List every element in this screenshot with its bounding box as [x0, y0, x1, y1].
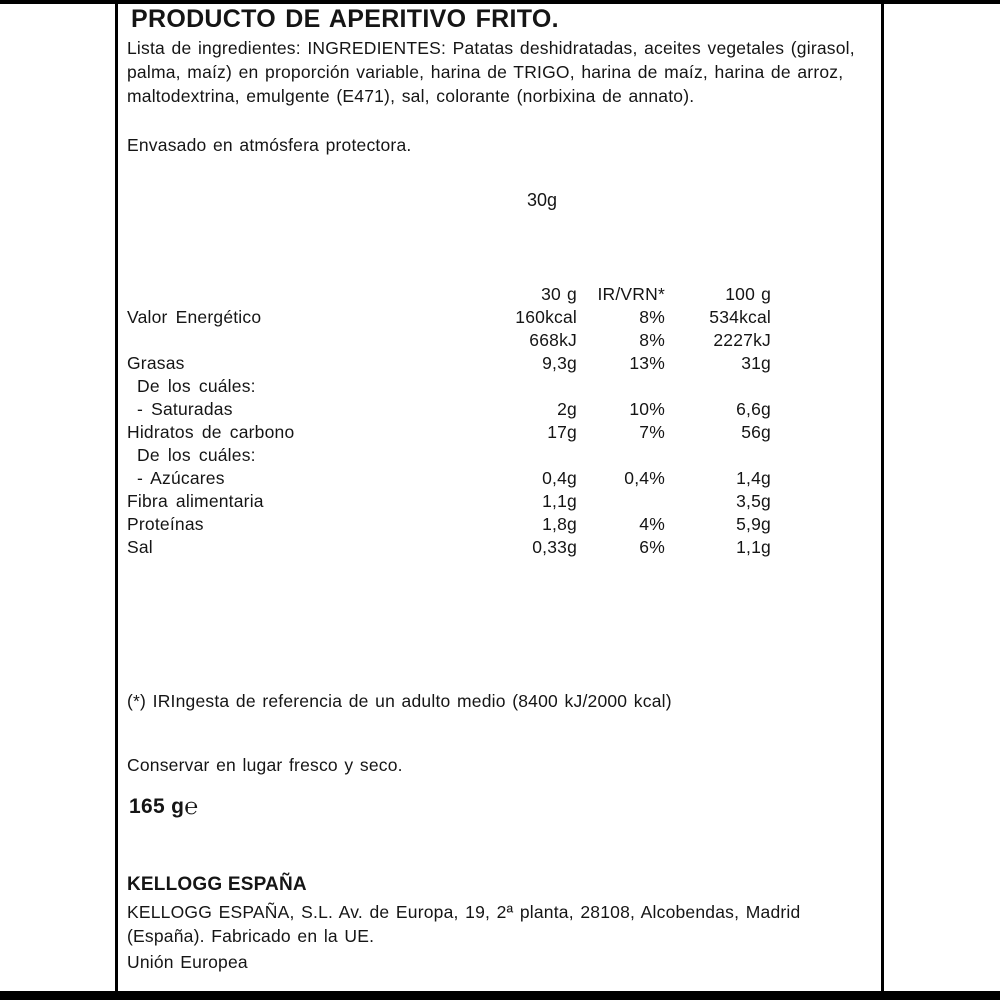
top-border-line: [0, 0, 1000, 4]
row-value-30g: 9,3g: [542, 353, 577, 373]
row-label: Fibra alimentaria: [127, 491, 264, 511]
row-value-30g: [457, 375, 577, 398]
header-reference-intake: IR/VRN*: [597, 284, 665, 304]
row-value-30g: 0,4g: [542, 468, 577, 488]
row-value-30g: 668kJ: [529, 330, 577, 350]
row-value-100g: 1,1g: [736, 537, 771, 557]
row-label: Proteínas: [127, 514, 204, 534]
bottom-border-bar: [0, 991, 1000, 1000]
row-value-30g: 1,1g: [542, 491, 577, 511]
row-value-30g: 2g: [557, 399, 577, 419]
table-row-protein: [127, 513, 775, 536]
row-value-100g: 6,6g: [736, 399, 771, 419]
row-label: Grasas: [127, 353, 185, 373]
row-value-100g: 2227kJ: [713, 330, 771, 350]
serving-size: 30g: [527, 190, 558, 210]
row-label: Valor Energético: [127, 307, 262, 327]
row-value-100g: 31g: [741, 353, 771, 373]
row-value-ir: 13%: [629, 353, 665, 373]
row-label: Sal: [127, 537, 153, 557]
row-value-ir: [577, 444, 665, 467]
row-value-100g: 3,5g: [736, 491, 771, 511]
net-weight: [129, 793, 198, 820]
nutrition-table: [127, 283, 775, 559]
row-value-ir: [577, 375, 665, 398]
header-empty-cell: [127, 283, 457, 306]
header-per-serving: 30 g: [541, 284, 577, 304]
row-value-ir: 7%: [639, 422, 665, 442]
left-border-line: [115, 0, 118, 1000]
row-value-ir: 8%: [639, 330, 665, 350]
packaging-note: Envasado en atmósfera protectora.: [127, 135, 412, 155]
nutrition-table-header: [127, 283, 775, 306]
row-value-ir: [577, 490, 665, 513]
manufacturer-address: KELLOGG ESPAÑA, S.L. Av. de Europa, 19, 2ª planta, 28108, Alcobendas, Madrid (España). Fabricado en la UE.: [127, 902, 801, 946]
table-row-saturates: [127, 398, 775, 421]
table-row-sugars: [127, 467, 775, 490]
row-value-ir: 10%: [629, 399, 665, 419]
table-row-fat: [127, 352, 775, 375]
row-value-30g: 0,33g: [532, 537, 577, 557]
product-title: PRODUCTO DE APERITIVO FRITO.: [131, 5, 559, 33]
row-value-100g: [665, 444, 771, 467]
row-label: De los cuáles:: [137, 376, 256, 396]
row-label: - Azúcares: [137, 468, 225, 488]
row-label: [127, 329, 457, 352]
table-row-carbohydrate: [127, 421, 775, 444]
header-per-100g: 100 g: [725, 284, 771, 304]
row-label: De los cuáles:: [137, 445, 256, 465]
storage-instructions: Conservar en lugar fresco y seco.: [127, 755, 403, 775]
table-row-salt: [127, 536, 775, 559]
row-value-100g: [665, 375, 771, 398]
row-value-100g: 56g: [741, 422, 771, 442]
table-row-of-which-fat: [127, 375, 775, 398]
table-row-fibre: [127, 490, 775, 513]
ingredients-text: Lista de ingredientes: INGREDIENTES: Patatas deshidratadas, aceites vegetales (girasol, palma, maíz) en proporción variable, harina de TRIGO, harina de maíz, harina de arroz, maltodextrina, emulgente (E471), sal, colorante (norbixina de annato).: [127, 38, 855, 106]
row-value-ir: 4%: [639, 514, 665, 534]
manufacturer-origin: Unión Europea: [127, 952, 248, 972]
table-row-of-which-carbs: [127, 444, 775, 467]
row-value-100g: 1,4g: [736, 468, 771, 488]
reference-intake-footnote: (*) IRIngesta de referencia de un adulto medio (8400 kJ/2000 kcal): [127, 691, 672, 711]
estimated-sign: ℮: [184, 793, 199, 819]
row-value-30g: [457, 444, 577, 467]
table-row-energy-kj: [127, 329, 775, 352]
row-value-100g: 5,9g: [736, 514, 771, 534]
row-value-ir: 6%: [639, 537, 665, 557]
manufacturer-name: KELLOGG ESPAÑA: [127, 874, 307, 895]
right-border-line: [881, 0, 884, 1000]
row-value-ir: 0,4%: [624, 468, 665, 488]
row-label: Hidratos de carbono: [127, 422, 295, 442]
row-value-100g: 534kcal: [709, 307, 771, 327]
row-value-30g: 160kcal: [515, 307, 577, 327]
row-label: - Saturadas: [137, 399, 233, 419]
row-value-30g: 1,8g: [542, 514, 577, 534]
row-value-ir: 8%: [639, 307, 665, 327]
table-row-energy-kcal: [127, 306, 775, 329]
row-value-30g: 17g: [547, 422, 577, 442]
net-weight-value: 165 g: [129, 795, 185, 818]
